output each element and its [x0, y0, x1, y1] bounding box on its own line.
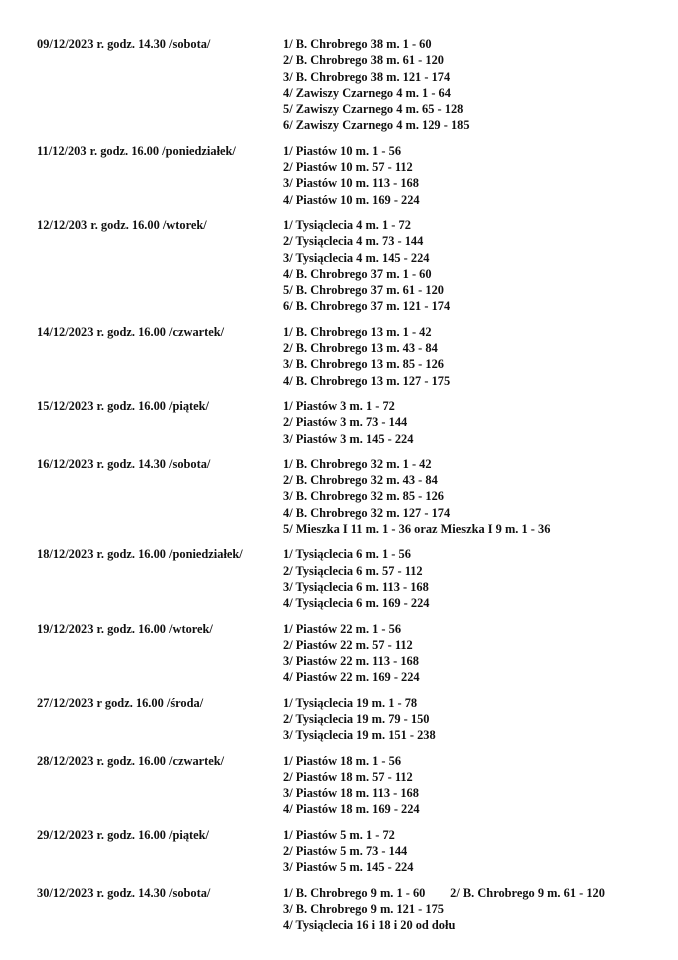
entry-date: 09/12/2023 r. godz. 14.30 /sobota/	[37, 37, 211, 51]
address-item: 2/ B. Chrobrego 38 m. 61 - 120	[283, 53, 444, 68]
address-item: 1/ Piastów 10 m. 1 - 56	[283, 143, 402, 158]
address-item: 4/ Piastów 22 m. 169 - 224	[283, 670, 420, 685]
address-item: 4/ Tysiąclecia 16 i 18 i 20 od dołu	[283, 918, 456, 933]
address-item: 3/ B. Chrobrego 9 m. 121 - 175	[283, 901, 444, 916]
schedule-entry	[0, 36, 678, 134]
address-item: 3/ Piastów 10 m. 113 - 168	[283, 176, 419, 191]
entry-date: 27/12/2023 r godz. 16.00 /środa/	[37, 695, 204, 710]
address-item: 5/ Zawiszy Czarnego 4 m. 65 - 128	[283, 102, 464, 117]
address-item: 3/ B. Chrobrego 13 m. 85 - 126	[283, 357, 444, 372]
address-item: 2/ Piastów 22 m. 57 - 112	[283, 637, 413, 652]
address-item: 2/ Piastów 10 m. 57 - 112	[283, 160, 413, 175]
entry-address-list	[283, 885, 678, 934]
entry-address-list	[283, 324, 678, 389]
entry-date: 18/12/2023 r. godz. 16.00 /poniedziałek/	[37, 547, 243, 562]
address-item: 3/ B. Chrobrego 38 m. 121 - 174	[283, 69, 451, 84]
entry-address-list	[283, 456, 678, 537]
entry-date: 30/12/2023 r. godz. 14.30 /sobota/	[37, 885, 211, 900]
entry-date: 14/12/2023 r. godz. 16.00 /czwartek/	[37, 324, 225, 339]
schedule-entry	[0, 456, 678, 537]
entry-separator	[0, 315, 678, 324]
address-item: 1/ Tysiąclecia 4 m. 1 - 72	[283, 217, 411, 232]
entry-date: 15/12/2023 r. godz. 16.00 /piątek/	[37, 398, 209, 413]
address-item: 1/ B. Chrobrego 38 m. 1 - 60	[283, 37, 432, 51]
address-item: 6/ Zawiszy Czarnego 4 m. 129 - 185	[283, 118, 470, 133]
schedule-entry	[0, 827, 678, 876]
entry-date: 29/12/2023 r. godz. 16.00 /piątek/	[37, 827, 209, 842]
address-item: 1/ B. Chrobrego 9 m. 1 - 60 2/ B. Chrobrego 9 m. 61 - 120	[283, 885, 605, 900]
schedule-entry	[0, 143, 678, 208]
address-item: 3/ Tysiąclecia 6 m. 113 - 168	[283, 579, 429, 594]
address-item: 3/ Piastów 3 m. 145 - 224	[283, 431, 414, 446]
entry-separator	[0, 612, 678, 621]
entry-address-list	[283, 621, 678, 686]
address-item: 2/ B. Chrobrego 13 m. 43 - 84	[283, 341, 438, 356]
address-item: 1/ Tysiąclecia 6 m. 1 - 56	[283, 547, 411, 562]
entry-separator	[0, 389, 678, 398]
address-item: 4/ Tysiąclecia 6 m. 169 - 224	[283, 596, 430, 611]
schedule-entry	[0, 621, 678, 686]
entry-address-list	[283, 753, 678, 818]
schedule-entry	[0, 398, 678, 447]
entry-address-list	[283, 217, 678, 315]
address-item: 4/ Piastów 18 m. 169 - 224	[283, 802, 420, 817]
address-item: 2/ Piastów 5 m. 73 - 144	[283, 844, 408, 859]
entry-date: 12/12/203 r. godz. 16.00 /wtorek/	[37, 217, 207, 232]
schedule-entry	[0, 885, 678, 934]
address-item: 1/ Piastów 3 m. 1 - 72	[283, 398, 395, 413]
address-item: 3/ Piastów 5 m. 145 - 224	[283, 860, 414, 875]
address-item: 4/ B. Chrobrego 32 m. 127 - 174	[283, 505, 451, 520]
entry-date: 28/12/2023 r. godz. 16.00 /czwartek/	[37, 753, 225, 768]
schedule-entry	[0, 695, 678, 744]
address-item: 3/ Piastów 22 m. 113 - 168	[283, 654, 419, 669]
schedule-document	[0, 36, 678, 934]
address-item: 1/ Piastów 18 m. 1 - 56	[283, 753, 402, 768]
address-item: 1/ Piastów 5 m. 1 - 72	[283, 827, 395, 842]
address-item: 2/ Piastów 18 m. 57 - 112	[283, 769, 413, 784]
schedule-entry	[0, 546, 678, 611]
address-item: 5/ Mieszka I 11 m. 1 - 36 oraz Mieszka I 9 m. 1 - 36	[283, 522, 551, 537]
address-item: 1/ B. Chrobrego 13 m. 1 - 42	[283, 324, 432, 339]
address-item: 4/ Zawiszy Czarnego 4 m. 1 - 64	[283, 85, 451, 100]
entry-address-list	[283, 827, 678, 876]
entry-separator	[0, 447, 678, 456]
address-item: 3/ Piastów 18 m. 113 - 168	[283, 786, 419, 801]
entry-address-list	[283, 36, 678, 134]
entry-separator	[0, 537, 678, 546]
entry-address-list	[283, 398, 678, 447]
address-item: 2/ Tysiąclecia 19 m. 79 - 150	[283, 711, 430, 726]
address-item: 2/ Tysiąclecia 6 m. 57 - 112	[283, 563, 423, 578]
entry-separator	[0, 876, 678, 885]
schedule-entry	[0, 753, 678, 818]
address-item: 4/ B. Chrobrego 13 m. 127 - 175	[283, 373, 451, 388]
entry-date: 16/12/2023 r. godz. 14.30 /sobota/	[37, 456, 211, 471]
address-item: 5/ B. Chrobrego 37 m. 61 - 120	[283, 283, 444, 298]
address-item: 2/ Piastów 3 m. 73 - 144	[283, 415, 408, 430]
entry-separator	[0, 686, 678, 695]
entry-address-list	[283, 546, 678, 611]
entry-address-list	[283, 143, 678, 208]
address-item: 6/ B. Chrobrego 37 m. 121 - 174	[283, 299, 451, 314]
address-item: 3/ B. Chrobrego 32 m. 85 - 126	[283, 489, 444, 504]
address-item: 3/ Tysiąclecia 19 m. 151 - 238	[283, 728, 436, 743]
address-item: 4/ Piastów 10 m. 169 - 224	[283, 192, 420, 207]
address-item: 3/ Tysiąclecia 4 m. 145 - 224	[283, 250, 430, 265]
address-item: 4/ B. Chrobrego 37 m. 1 - 60	[283, 266, 432, 281]
entry-date: 19/12/2023 r. godz. 16.00 /wtorek/	[37, 621, 213, 636]
address-item: 1/ B. Chrobrego 32 m. 1 - 42	[283, 456, 432, 471]
entry-separator	[0, 818, 678, 827]
address-item: 1/ Tysiąclecia 19 m. 1 - 78	[283, 695, 418, 710]
entry-separator	[0, 134, 678, 143]
entry-date: 11/12/203 r. godz. 16.00 /poniedziałek/	[37, 143, 236, 158]
address-item: 2/ B. Chrobrego 32 m. 43 - 84	[283, 473, 438, 488]
entry-separator	[0, 744, 678, 753]
entry-address-list	[283, 695, 678, 744]
schedule-entry	[0, 324, 678, 389]
schedule-entry	[0, 217, 678, 315]
address-item: 1/ Piastów 22 m. 1 - 56	[283, 621, 402, 636]
address-item: 2/ Tysiąclecia 4 m. 73 - 144	[283, 234, 424, 249]
entry-separator	[0, 208, 678, 217]
